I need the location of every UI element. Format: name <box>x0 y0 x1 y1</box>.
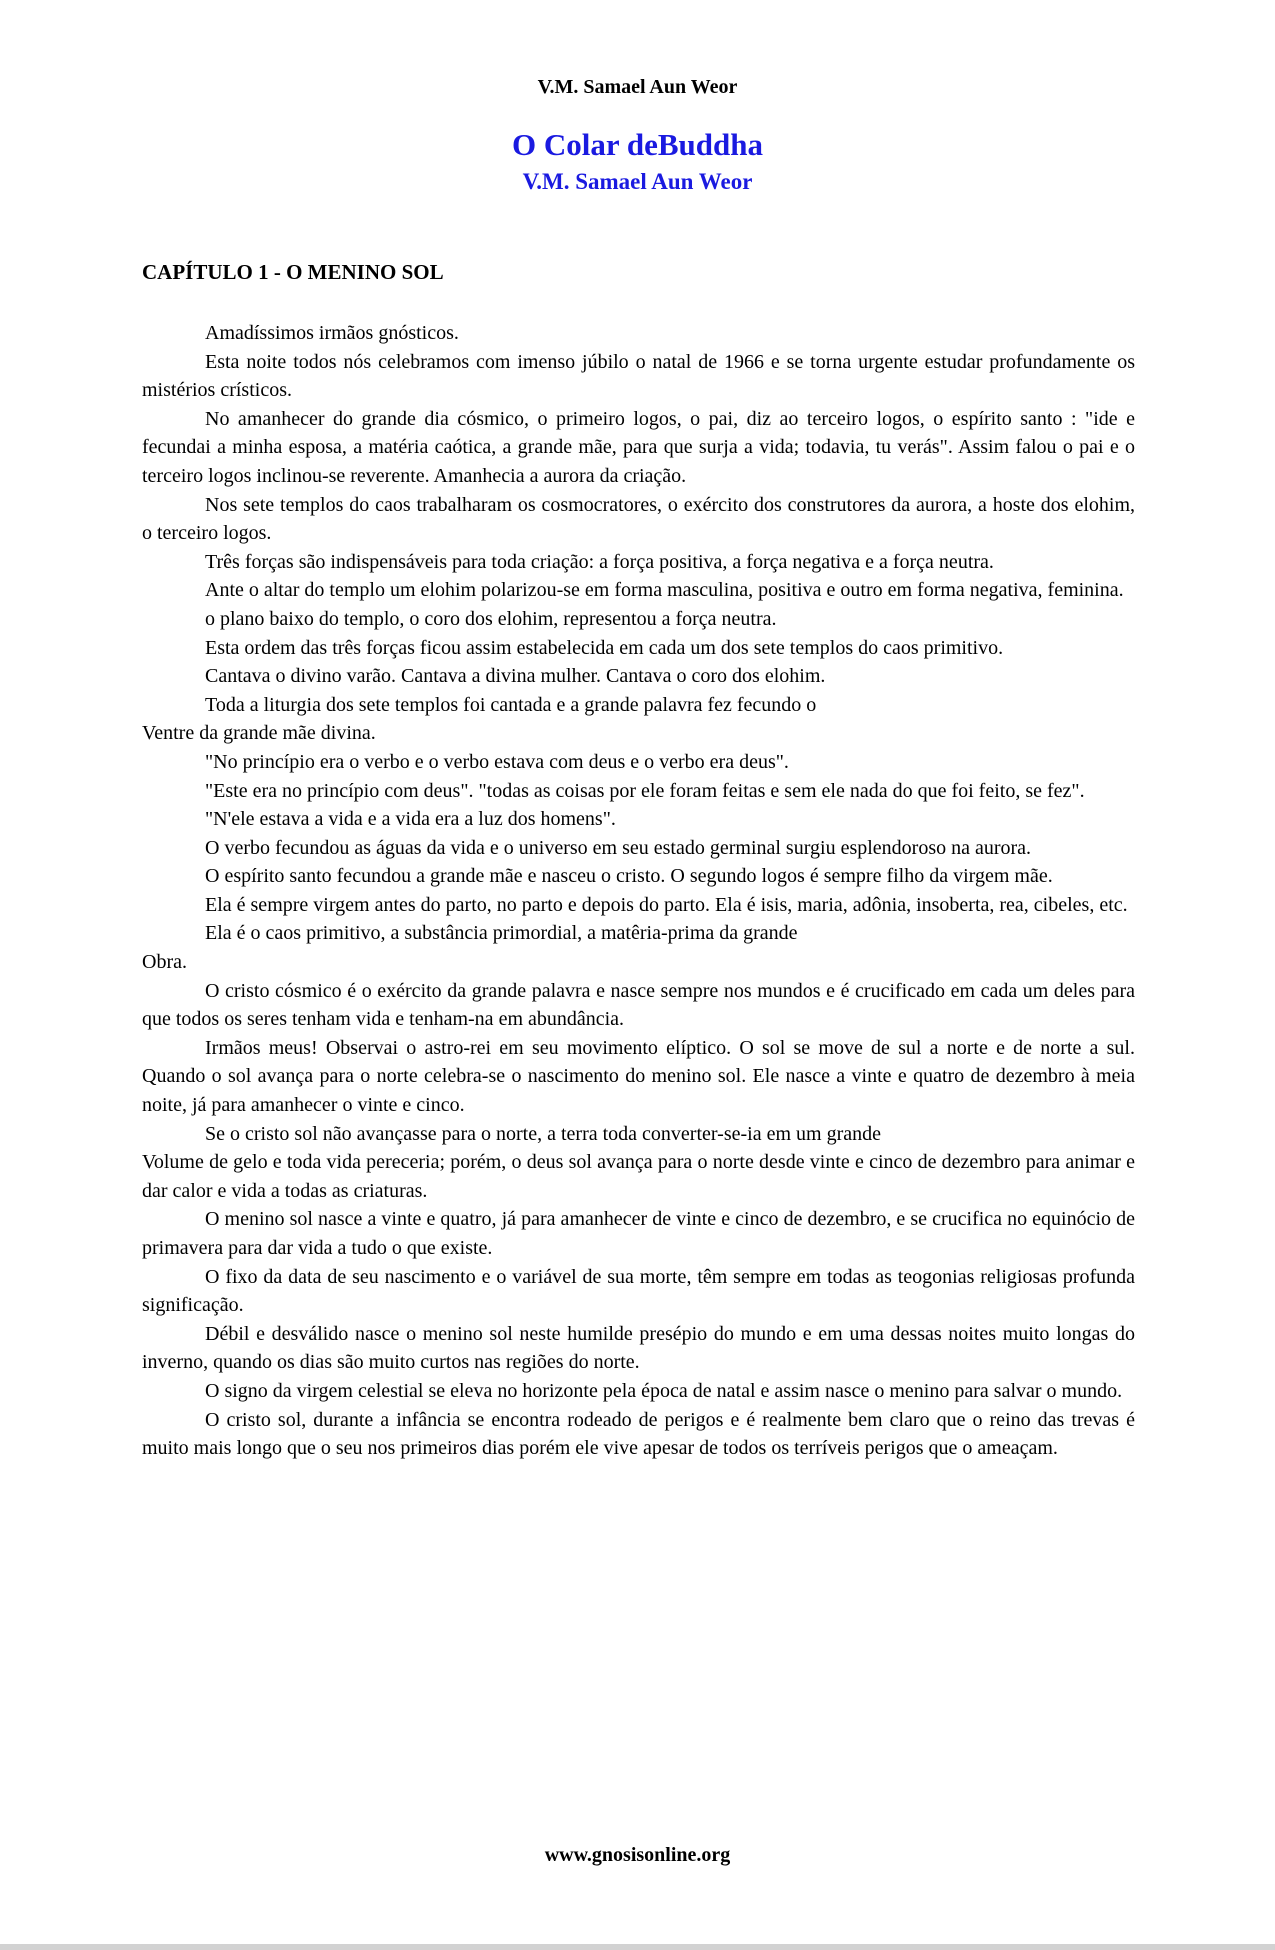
paragraph: Obra. <box>142 951 187 974</box>
paragraph: Esta noite todos nós celebramos com imenso júbilo o natal de 1966 e se torna urgente estudar profundamente os mistérios crísticos. <box>142 350 1135 402</box>
paragraph: "Este era no princípio com deus". "todas as coisas por ele foram feitas e sem ele nada do que foi feito, se fez". <box>205 779 1085 802</box>
paragraph: Nos sete templos do caos trabalharam os cosmocratores, o exército dos construtores da aurora, a hoste dos elohim, o terceiro logos. <box>142 493 1135 545</box>
chapter-heading: CAPÍTULO 1 - O MENINO SOL <box>142 260 444 284</box>
paragraph: No amanhecer do grande dia cósmico, o primeiro logos, o pai, diz ao terceiro logos, o espírito santo : "ide e fecundai a minha esposa, a matéria caótica, a grande mãe, para que surja a vida; todavia, tu verás". Assim falou o pai e o terceiro logos inclinou-se reverente. Amanhecia a aurora da criação. <box>142 407 1135 487</box>
paragraph: Ela é o caos primitivo, a substância primordial, a matêria-prima da grande <box>205 922 798 945</box>
paragraph: O espírito santo fecundou a grande mãe e nasceu o cristo. O segundo logos é sempre filho da virgem mãe. <box>205 865 1053 888</box>
paragraph: Ventre da grande mãe divina. <box>142 722 376 745</box>
paragraph: Se o cristo sol não avançasse para o norte, a terra toda converter-se-ia em um grande <box>205 1122 881 1145</box>
paragraph: Três forças são indispensáveis para toda criação: a força positiva, a força negativa e a força neutra. <box>205 550 994 573</box>
page-subtitle: V.M. Samael Aun Weor <box>522 169 753 194</box>
page-bottom-edge <box>0 1944 1275 1950</box>
paragraph: O signo da virgem celestial se eleva no horizonte pela época de natal e assim nasce o menino para salvar o mundo. <box>205 1379 1123 1402</box>
paragraph: o plano baixo do templo, o coro dos elohim, representou a força neutra. <box>205 607 777 630</box>
paragraph: Cantava o divino varão. Cantava a divina mulher. Cantava o coro dos elohim. <box>205 665 826 688</box>
paragraph: O cristo sol, durante a infância se encontra rodeado de perigos e é realmente bem claro que o reino das trevas é muito mais longo que o seu nos primeiros dias porém ele vive apesar de todos os terríveis perigos que o ameaçam. <box>142 1408 1135 1460</box>
paragraph: Ela é sempre virgem antes do parto, no parto e depois do parto. Ela é isis, maria, adônia, insoberta, rea, cibeles, etc. <box>205 893 1128 916</box>
paragraph: Esta ordem das três forças ficou assim estabelecida em cada um dos sete templos do caos primitivo. <box>205 636 1004 659</box>
paragraph: O cristo cósmico é o exército da grande palavra e nasce sempre nos mundos e é crucificado em cada um deles para que todos os seres tenham vida e tenham-na em abundância. <box>142 979 1135 1031</box>
body-text <box>142 319 1135 1463</box>
page-title: O Colar deBuddha <box>512 127 763 162</box>
paragraph: "No princípio era o verbo e o verbo estava com deus e o verbo era deus". <box>205 750 789 773</box>
paragraph: Débil e desválido nasce o menino sol neste humilde presépio do mundo e em uma dessas noites muito longas do inverno, quando os dias são muito curtos nas regiões do norte. <box>142 1322 1135 1374</box>
paragraph: Ante o altar do templo um elohim polarizou-se em forma masculina, positiva e outro em forma negativa, feminina. <box>205 579 1124 602</box>
paragraph: O fixo da data de seu nascimento e o variável de sua morte, têm sempre em todas as teogonias religiosas profunda significação. <box>142 1265 1135 1317</box>
author-header: V.M. Samael Aun Weor <box>537 76 738 98</box>
footer-url: www.gnosisonline.org <box>544 1844 731 1866</box>
paragraph: Volume de gelo e toda vida pereceria; porém, o deus sol avança para o norte desde vinte e cinco de dezembro para animar e dar calor e vida a todas as criaturas. <box>142 1151 1135 1202</box>
paragraph: Toda a liturgia dos sete templos foi cantada e a grande palavra fez fecundo o <box>205 693 817 716</box>
paragraph: O verbo fecundou as águas da vida e o universo em seu estado germinal surgiu esplendoroso na aurora. <box>205 836 1032 859</box>
paragraph: O menino sol nasce a vinte e quatro, já para amanhecer de vinte e cinco de dezembro, e se crucifica no equinócio de primavera para dar vida a tudo o que existe. <box>142 1208 1135 1259</box>
paragraph: Irmãos meus! Observai o astro-rei em seu movimento elíptico. O sol se move de sul a norte e de norte a sul. Quando o sol avança para o norte celebra-se o nascimento do menino sol. Ele nasce a vinte e quatro de dezembro à meia noite, já para amanhecer o vinte e cinco. <box>142 1036 1135 1117</box>
paragraph: Amadíssimos irmãos gnósticos. <box>205 322 459 344</box>
paragraph: "N'ele estava a vida e a vida era a luz dos homens". <box>205 808 616 831</box>
